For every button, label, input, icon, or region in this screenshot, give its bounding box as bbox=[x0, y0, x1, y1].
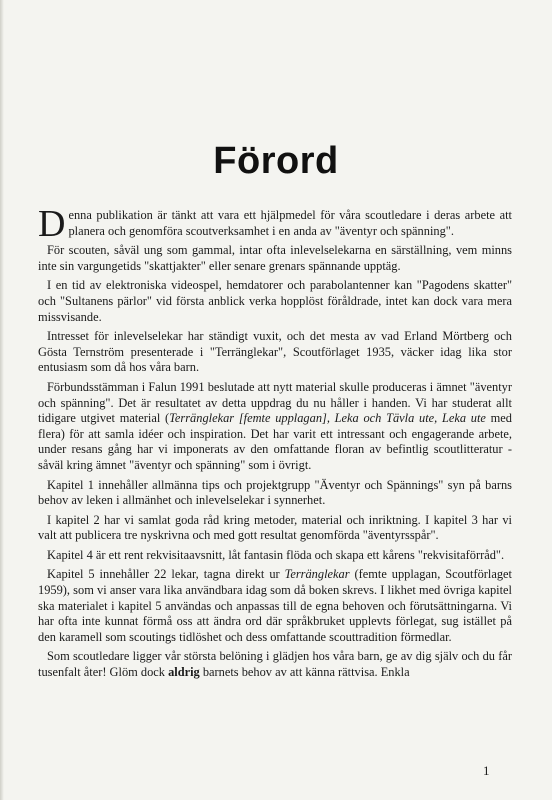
paragraph-10-text-b: barnets behov av att känna rättvisa. Enkla bbox=[199, 665, 410, 680]
paragraph-10 bbox=[38, 649, 512, 680]
paragraph-5-text-b: med flera) för att samla idéer och inspiration. Det har varit ett intressant och engagerande arbete, under resans gång har vi imponerats av den omfattande floran av befintlig scoutlitteratur - såväl kring ämnet "äventyr och spänning" som i övrigt. bbox=[38, 411, 512, 472]
paragraph-10-text-a: Som scoutledare ligger vår största belöning i glädjen hos våra barn, ge av dig själv och du får tusenfalt åter! Glöm dock bbox=[38, 649, 512, 680]
paragraph-3: I en tid av elektroniska videospel, hemdatorer och parabolantenner kan "Pagodens skatter" och "Sultanens pärlor" vid första anblick verka hopplöst föråldrade, intet kan dock vara mera missvisande. bbox=[38, 278, 512, 324]
paragraph-9-text-a: Kapitel 5 innehåller 22 lekar, tagna direkt ur bbox=[47, 567, 285, 582]
paragraph-10-bold: aldrig bbox=[168, 665, 200, 680]
drop-cap: D bbox=[38, 203, 66, 245]
paragraph-5-text-a: Förbundsstämman i Falun 1991 beslutade att nytt material skulle produceras i ämnet "äventyr och spänning". Det är resultatet av detta uppdrag du nu håller i handen. Vi har studerat allt tidigare utgivet material ( bbox=[38, 379, 512, 426]
paragraph-5-italic: Terränglekar [femte upplagan], Leka och Tävla ute, Leka ute bbox=[169, 411, 486, 426]
paragraph-9 bbox=[38, 567, 512, 645]
paragraph-1-text: enna publikation är tänkt att vara ett hjälpmedel för våra scoutledare i deras arbete att planera och genomföra scoutverksamhet i en anda av "äventyr och spänning". bbox=[68, 208, 512, 238]
paragraph-1 bbox=[38, 203, 512, 245]
paragraph-9-italic: Terränglekar bbox=[284, 567, 350, 582]
page-title: Förord bbox=[213, 140, 339, 182]
paragraph-7: I kapitel 2 har vi samlat goda råd kring metoder, material och inriktning. I kapitel 3 har vi valt att publicera tre nyskrivna och med gott resultat genomförda "äventyrsspår". bbox=[38, 512, 512, 543]
paragraph-8: Kapitel 4 är ett rent rekvisitaavsnitt, låt fantasin flöda och skapa ett kårens "rekvisitaförråd". bbox=[47, 547, 505, 562]
page-number: 1 bbox=[483, 763, 490, 778]
paragraph-6: Kapitel 1 innehåller allmänna tips och projektgrupp "Äventyr och Spännings" syn på barns behov av leken i allmänhet och inlevelselekar i synnerhet. bbox=[38, 477, 512, 508]
paragraph-2: För scouten, såväl ung som gammal, intar ofta inlevelselekarna en särställning, vem minns inte sin vargungetids "skattjakter" eller senare grenars spännande upptäg. bbox=[38, 243, 512, 273]
paragraph-5 bbox=[38, 380, 512, 474]
paragraph-9-text-b: (femte upplagan, Scoutförlaget 1959), som vi anser vara lika användbara idag som då boken skrevs. I likhet med övriga kapitel ska materialet i kapitel 5 användas och anpassas till de egna behoven och förutsättningarna. Vi har ofta inte kunnat förmå oss att ändra ord där språkbruket upplevts förlegat, sug istället på den karamell som scoutings tidlöshet och dess omfattande scouttradition förmedlar. bbox=[38, 567, 512, 644]
paragraph-4: Intresset för inlevelselekar har ständigt vuxit, och det mesta av vad Erland Mörtberg och Gösta Ternström presenterade i "Terränglekar", Scoutförlaget 1935, väcker idag lika stor entusiasm som då hos våra barn. bbox=[38, 329, 512, 375]
page-edge-shadow bbox=[0, 0, 4, 800]
body-text bbox=[38, 203, 512, 685]
